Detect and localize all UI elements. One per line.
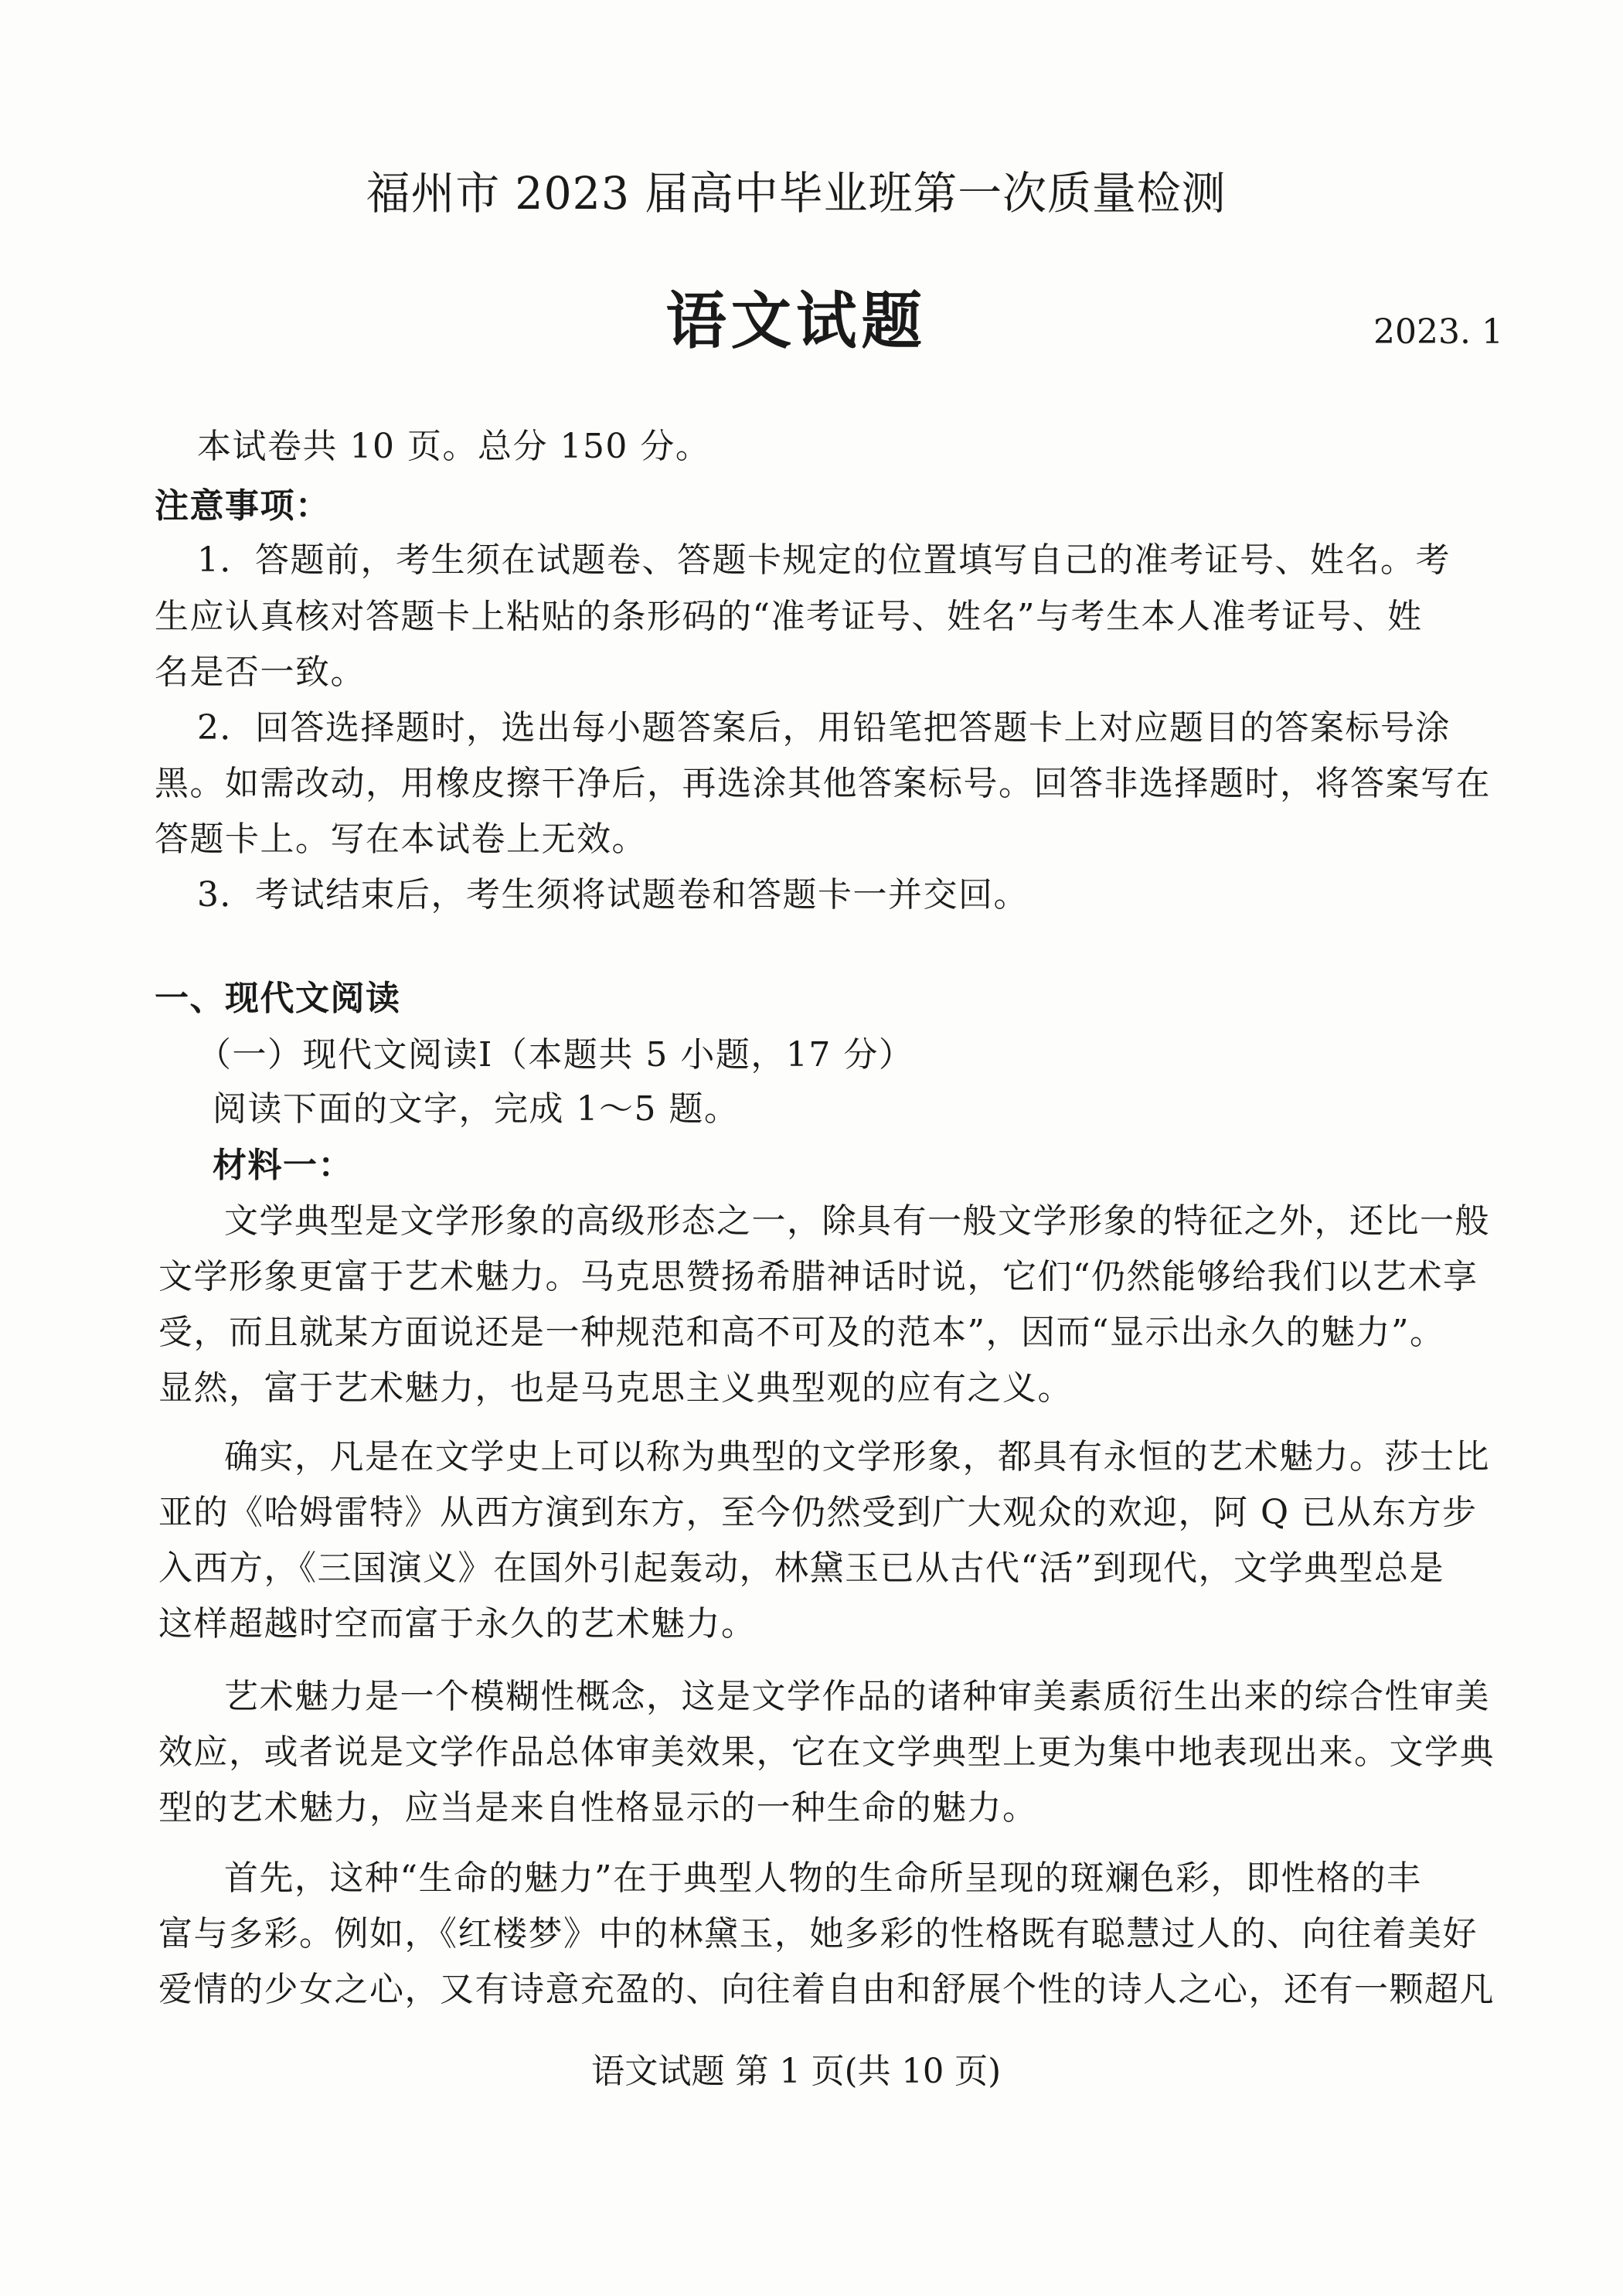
passage-line: 富与多彩。例如，《红楼梦》中的林黛玉，她多彩的性格既有聪慧过人的、向往着美好 xyxy=(158,1914,1478,1954)
passage-line: 这样超越时空而富于永久的艺术魅力。 xyxy=(158,1604,757,1644)
material-label: 材料一： xyxy=(213,1146,353,1185)
exam-title: 福州市 2023 届高中毕业班第一次质量检测 xyxy=(366,167,1227,220)
notes-line: 黑。如需改动，用橡皮擦干净后，再选涂其他答案标号。回答非选择题时，将答案写在 xyxy=(155,764,1491,803)
notes-line: 名是否一致。 xyxy=(155,652,366,692)
notes-line: 2．回答选择题时，选出每小题答案后，用铅笔把答题卡上对应题目的答案标号涂 xyxy=(197,708,1451,748)
notes-line: 答题卡上。写在本试卷上无效。 xyxy=(155,819,647,859)
passage-line: 亚的《哈姆雷特》从西方演到东方，至今仍然受到广大观众的欢迎，阿 Q 已从东方步 xyxy=(158,1493,1478,1532)
section-subheading: （一）现代文阅读Ⅰ（本题共 5 小题，17 分） xyxy=(197,1035,914,1075)
passage-line: 首先，这种“生命的魅力”在于典型人物的生命所呈现的斑斓色彩，即性格的丰 xyxy=(224,1858,1422,1898)
notes-heading: 注意事项： xyxy=(155,486,331,526)
passage-line: 效应，或者说是文学作品总体审美效果，它在文学典型上更为集中地表现出来。文学典 xyxy=(158,1732,1495,1772)
section-heading: 一、现代文阅读 xyxy=(155,979,401,1018)
passage-line: 确实，凡是在文学史上可以称为典型的文学形象，都具有永恒的艺术魅力。莎士比 xyxy=(224,1437,1490,1477)
section-instruction: 阅读下面的文字，完成 1～5 题。 xyxy=(213,1089,740,1129)
notes-line: 1．答题前，考生须在试题卷、答题卡规定的位置填写自己的准考证号、姓名。考 xyxy=(197,540,1451,580)
passage-line: 受，而且就某方面说还是一种规范和高不可及的范本”，因而“显示出永久的魅力”。 xyxy=(158,1313,1445,1352)
passage-line: 艺术魅力是一个模糊性概念，这是文学作品的诸种审美素质衍生出来的综合性审美 xyxy=(224,1677,1490,1716)
passage-line: 显然，富于艺术魅力，也是马克思主义典型观的应有之义。 xyxy=(158,1368,1073,1408)
intro-text: 本试卷共 10 页。总分 150 分。 xyxy=(197,427,711,466)
notes-line: 3．考试结束后，考生须将试题卷和答题卡一并交回。 xyxy=(197,875,1029,915)
exam-date: 2023. 1 xyxy=(1373,312,1503,352)
notes-line: 生应认真核对答题卡上粘贴的条形码的“准考证号、姓名”与考生本人准考证号、姓 xyxy=(155,597,1423,636)
passage-line: 型的艺术魅力，应当是来自性格显示的一种生命的魅力。 xyxy=(158,1788,1038,1828)
subject-title: 语文试题 xyxy=(665,284,927,357)
passage-line: 文学形象更富于艺术魅力。马克思赞扬希腊神话时说，它们“仍然能够给我们以艺术享 xyxy=(158,1257,1478,1296)
page-footer: 语文试题 第 1 页(共 10 页) xyxy=(591,2052,1002,2091)
passage-line: 入西方，《三国演义》在国外引起轰动，林黛玉已从古代“活”到现代，文学典型总是 xyxy=(158,1548,1444,1588)
passage-line: 文学典型是文学形象的高级形态之一，除具有一般文学形象的特征之外，还比一般 xyxy=(224,1201,1490,1241)
passage-line: 爱情的少女之心，又有诗意充盈的、向往着自由和舒展个性的诗人之心，还有一颗超凡 xyxy=(158,1970,1495,2009)
